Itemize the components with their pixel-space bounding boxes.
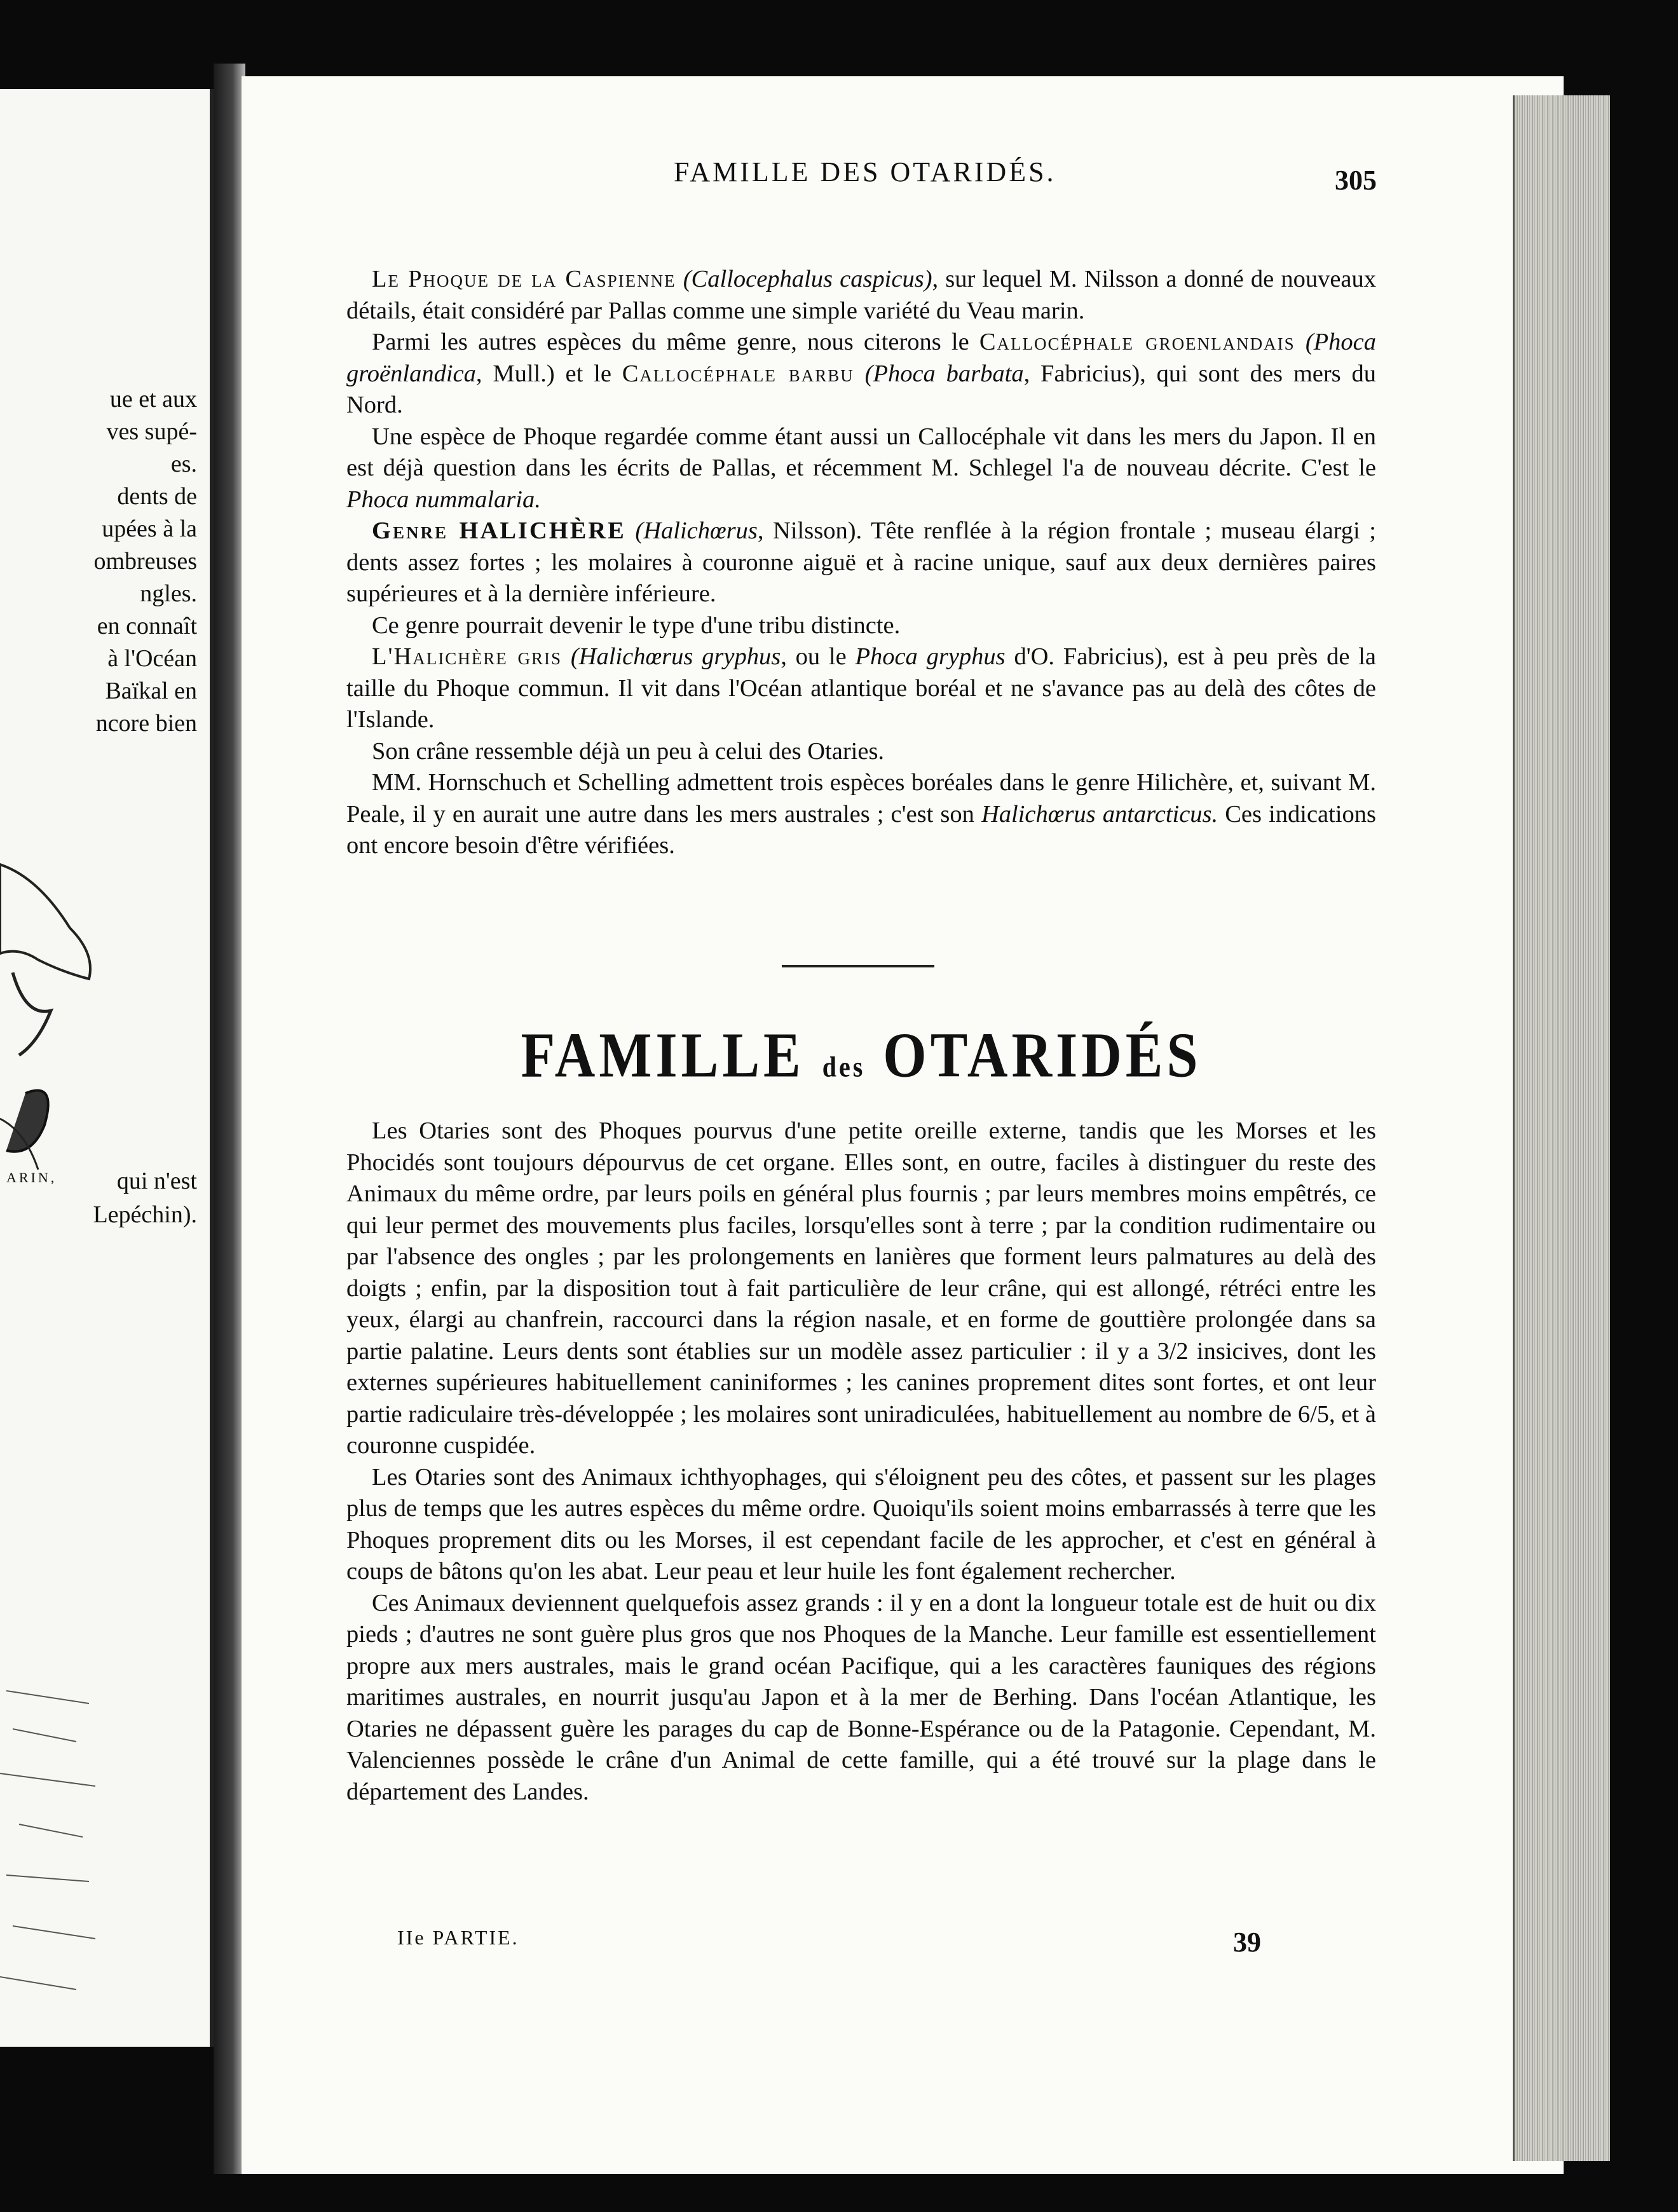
page-number: 305 xyxy=(1335,165,1377,196)
section-divider xyxy=(782,965,934,967)
paragraph: Genre HALICHÈRE (Halichœrus, Nilsson). Tête renflée à la région frontale ; museau élargi ; dents assez fortes ; les molaires à couronne aiguë et à racine unique, sauf aux deux dernières paires supérieures et à la dernière inférieure. xyxy=(346,517,1376,607)
left-page-line: upées à la xyxy=(102,515,197,542)
left-page-line: es. xyxy=(170,451,197,477)
engraving-fragment xyxy=(0,1678,102,2034)
paragraph: Parmi les autres espèces du même genre, nous citerons le Callocéphale groenlandais (Phoca groënlandica, Mull.) et le Callocéphale barbu (Phoca barbata, Fabricius), qui sont des mers du Nord. xyxy=(346,329,1377,418)
left-page-line: ngles. xyxy=(140,580,197,607)
left-page-line: qui n'est xyxy=(116,1168,197,1194)
signature-mark: IIe PARTIE. xyxy=(397,1926,519,1949)
paragraph: Le Phoque de la Caspienne (Callocephalus caspicus), sur lequel M. Nilsson a donné de nouveaux détails, était considéré par Pallas comme une simple variété du Veau marin. xyxy=(346,266,1377,324)
previous-page-fragment xyxy=(0,89,214,2047)
left-page-line: en connaît xyxy=(97,613,197,639)
left-page-line: ves supé- xyxy=(106,418,197,445)
text-block-otarides xyxy=(346,1116,1376,1808)
left-page-line: ncore bien xyxy=(95,710,197,737)
sheet-number: 39 xyxy=(1233,1927,1261,1958)
left-page-caption: ARIN, xyxy=(6,1170,57,1185)
paragraph: MM. Hornschuch et Schelling admettent trois espèces boréales dans le genre Hilichère, et, suivant M. Peale, il y en aurait une autre dans les mers australes ; c'est son Halichœrus antarcticus. Ces indications ont encore besoin d'être vérifiées. xyxy=(346,769,1377,859)
paragraph: Ce genre pourrait devenir le type d'une tribu distincte. xyxy=(372,611,901,639)
left-page-line: ombreuses xyxy=(93,548,197,575)
book-gutter xyxy=(214,64,245,2174)
left-page-line: dents de xyxy=(117,483,197,510)
paragraph: Ces Animaux deviennent quelquefois assez grands : il y en a dont la longueur totale est de huit ou dix pieds ; d'autres ne sont guère plus gros que nos Phoques de la Manche. Leur famille est essentiellement propre aux mers australes, mais le grand océan Pacifique, qui a les caractères fauniques des régions maritimes australes, en nourrit jusqu'au Japon et à la mer de Berhing. Dans l'océan Atlantique, les Otaries ne dépassent guère les parages du cap de Bonne-Espérance ou de la Patagonie. Cependant, M. Valenciennes possède le crâne d'un Animal de cette famille, qui a été trouvé sur la plage dans le département des Landes. xyxy=(346,1589,1376,1805)
page-edges xyxy=(1513,95,1610,2161)
paragraph: L'Halichère gris (Halichœrus gryphus, ou le Phoca gryphus d'O. Fabricius), est à peu près de la taille du Phoque commun. Il vit dans l'Océan atlantique boréal et ne s'avance pas au delà des côtes de l'Islande. xyxy=(346,643,1376,733)
running-head: FAMILLE DES OTARIDÉS. xyxy=(674,156,1056,188)
paragraph: Les Otaries sont des Phoques pourvus d'une petite oreille externe, tandis que les Morses et les Phocidés sont toujours dépourvus de cet organe. Elles sont, en outre, faciles à distinguer du reste des Animaux du même ordre, par leurs poils en général plus fournis ; par leurs membres moins empêtrés, ce qui leur permet des mouvements plus faciles, lorsqu'elles sont à terre ; par la condition rudimentaire ou par l'absence des ongles ; par les prolongements en lanières que forment leurs palmatures au delà des doigts ; enfin, par la disposition tout à fait particulière de leur crâne, qui est allongé, rétréci entre les yeux, élargi au chanfrein, raccourci dans la région nasale, et en forme de gouttière prolongée dans sa partie palatine. Leurs dents sont établies sur un modèle assez particulier : il y a 3/2 insicives, dont les externes supérieures habituellement caniniformes ; les canines proprement dites sont fortes, et ont leur partie radiculaire très-développée ; les molaires sont uniradiculées, habituellement au nombre de 6/5, et à couronne cuspidée. xyxy=(346,1117,1376,1459)
text-block-halichere xyxy=(346,264,1376,862)
paragraph: Les Otaries sont des Animaux ichthyophages, qui s'éloignent peu des côtes, et passent sur les plages plus de temps que les autres espèces du même ordre. Quoiqu'ils soient moins embarrassés à terre que les Phoques proprement dits ou les Morses, il est cependant facile de les approcher, et c'est en général à coups de bâtons qu'on les abat. Leur peau et leur huile les font également rechercher. xyxy=(346,1463,1376,1585)
left-page-line: Lepéchin). xyxy=(93,1201,197,1228)
left-page-line: à l'Océan xyxy=(107,645,197,672)
chapter-title: FAMILLE des OTARIDÉS xyxy=(521,1020,1202,1091)
paragraph: Son crâne ressemble déjà un peu à celui des Otaries. xyxy=(372,737,885,765)
left-page-line: Baïkal en xyxy=(105,678,197,704)
left-page-line: ue et aux xyxy=(109,386,197,413)
skull-illustration-fragment xyxy=(0,852,127,1182)
paragraph: Une espèce de Phoque regardée comme étant aussi un Callocéphale vit dans les mers du Japon. Il en est déjà question dans les écrits de Pallas, et récemment M. Schlegel l'a de nouveau décrite. C'est le Phoca nummalaria. xyxy=(346,423,1376,513)
